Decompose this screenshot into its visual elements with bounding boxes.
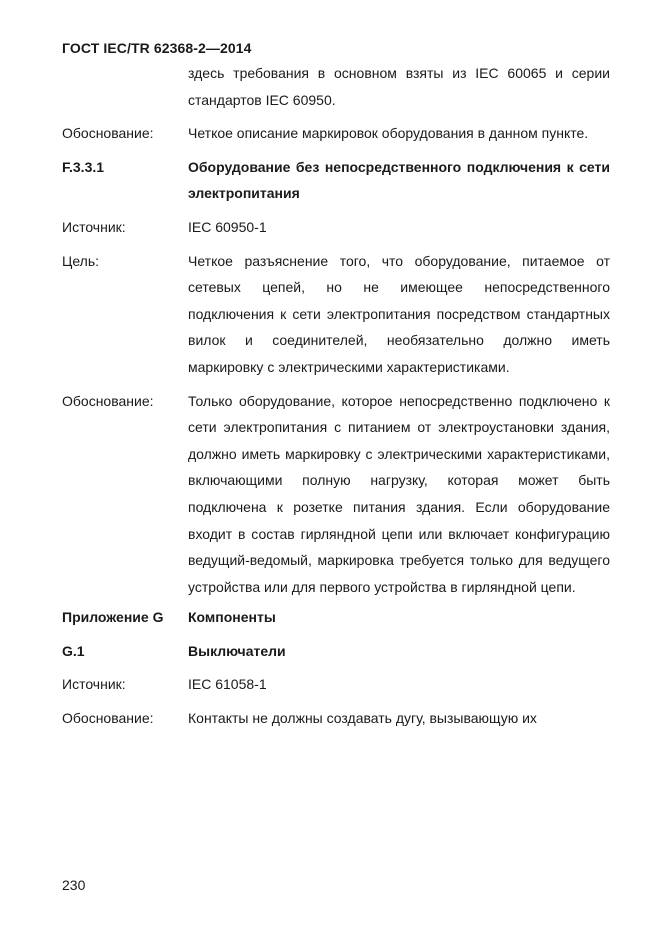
- entry-purpose: [62, 248, 610, 381]
- entry-source: [62, 214, 610, 241]
- entry-source: [62, 671, 610, 698]
- section-title: Выключатели: [188, 642, 286, 659]
- section-heading-f331: [62, 154, 610, 207]
- entry-label: Обоснование:: [62, 125, 154, 142]
- entry-text: Только оборудование, которое непосредственно подключено к сети электропитания с питанием от электроустановки здания, должно иметь маркировку с электрическими характеристиками, включающими полную нагрузку, которая может быть подключена к розетке питания здания. Если оборудование входит в состав гирляндной цепи или включает конфигурацию ведущий-ведомый, маркировка требуется только для ведущего устройства или для первого устройства в гирляндной цепи.: [188, 392, 610, 595]
- section-number: F.3.3.1: [62, 158, 105, 175]
- entry-text: IEC 60950-1: [188, 218, 267, 235]
- section-number: G.1: [62, 642, 85, 659]
- section-heading-g1: [62, 638, 610, 665]
- entry-label: Цель:: [62, 252, 100, 269]
- entry-label: Источник:: [62, 218, 126, 235]
- page-number: 230: [62, 877, 86, 893]
- entry-text: Контакты не должны создавать дугу, вызывающую их: [188, 710, 537, 727]
- entry-rationale: [62, 705, 610, 732]
- annex-heading-g: [62, 604, 610, 631]
- entry-label: Источник:: [62, 676, 126, 693]
- document-body: [62, 60, 610, 732]
- entry-text: Четкое разъяснение того, что оборудование, питаемое от сетевых цепей, но не имеющее непосредственного подключения к сети электропитания посредством стандартных вилок и соединителей, необязательно должно иметь маркировку с электрическими характеристиками.: [188, 252, 610, 375]
- entry-rationale: [62, 120, 610, 147]
- entry-text: здесь требования в основном взяты из IEC 60065 и серии стандартов IEC 60950.: [188, 65, 610, 108]
- entry-label: Обоснование:: [62, 392, 154, 409]
- entry-continuation: [62, 60, 610, 113]
- annex-number: Приложение G: [62, 609, 164, 626]
- entry-rationale: [62, 388, 610, 601]
- page-header: ГОСТ IEC/TR 62368-2—2014: [62, 40, 252, 56]
- annex-title: Компоненты: [188, 609, 276, 626]
- section-title: Оборудование без непосредственного подключения к сети электропитания: [188, 158, 610, 202]
- entry-text: IEC 61058-1: [188, 676, 267, 693]
- entry-text: Четкое описание маркировок оборудования в данном пункте.: [188, 125, 589, 142]
- entry-label: Обоснование:: [62, 710, 154, 727]
